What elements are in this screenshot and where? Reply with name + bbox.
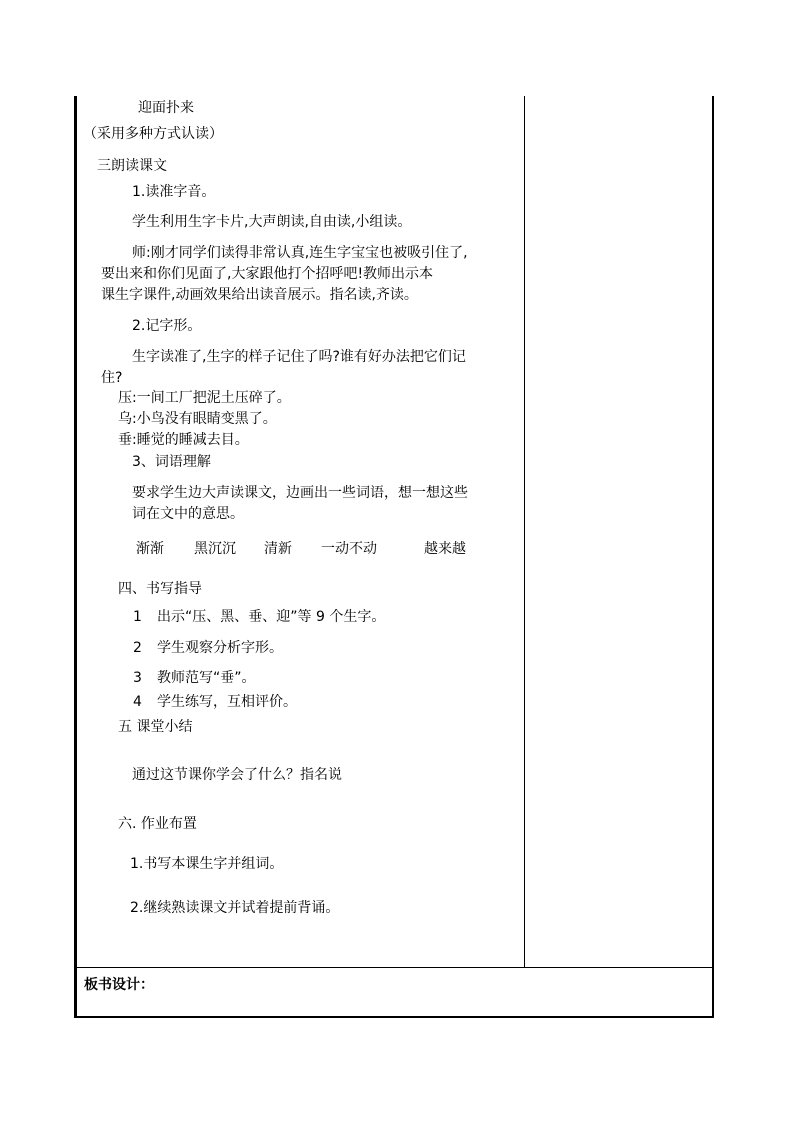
step-3-desc-line-2: 词在文中的意思。 — [132, 506, 244, 522]
list-item: 2.继续熟读课文并试着提前背诵。 — [130, 900, 340, 916]
vocab-word: 越来越 — [424, 541, 466, 557]
read-method-note: （采用多种方式认读） — [83, 126, 223, 142]
step-2-question-line-2: 住? — [101, 370, 123, 386]
mnemonic-chui: 垂:睡觉的睡减去目。 — [118, 432, 249, 448]
list-item-number: 2 — [133, 640, 142, 656]
top-line: 迎面扑来 — [138, 100, 194, 116]
section-6-heading: 六. 作业布置 — [118, 816, 197, 832]
section-5-text: 通过这节课你学会了什么？指名说 — [132, 767, 342, 783]
section-3-step-2: 2.记字形。 — [132, 318, 202, 334]
section-3-heading: 三朗读课文 — [97, 158, 167, 174]
teacher-line-1: 师:刚才同学们读得非常认真,连生字宝宝也被吸引住了, — [132, 245, 468, 261]
row-divider — [74, 967, 714, 968]
table-left-border — [74, 96, 77, 1018]
list-item-number: 1 — [133, 609, 142, 625]
mnemonic-wu: 乌:小鸟没有眼睛变黑了。 — [118, 411, 277, 427]
list-item: 学生练写，互相评价。 — [157, 694, 297, 710]
list-item: 1.书写本课生字并组词。 — [130, 856, 284, 872]
vocab-word: 黑沉沉 — [194, 541, 236, 557]
step-3-desc-line-1: 要求学生边大声读课文，边画出一些词语，想一想这些 — [132, 485, 468, 501]
lesson-plan-table — [74, 96, 714, 1018]
table-bottom-border — [74, 1016, 714, 1018]
vocab-word: 清新 — [264, 541, 292, 557]
table-right-border — [712, 96, 714, 1018]
teacher-line-3: 课生字课件,动画效果给出读音展示。指名读,齐读。 — [101, 287, 418, 303]
mnemonic-ya: 压:一间工厂把泥土压碎了。 — [118, 390, 291, 406]
vocab-word: 一动不动 — [321, 541, 377, 557]
board-design-label: 板书设计： — [84, 977, 154, 993]
column-divider — [524, 96, 525, 968]
teacher-line-2: 要出来和你们见面了,大家跟他打个招呼吧!教师出示本 — [101, 266, 434, 282]
section-5-heading: 五 课堂小结 — [118, 719, 193, 735]
list-item: 学生观察分析字形。 — [157, 640, 283, 656]
step-2-question-line-1: 生字读准了,生字的样子记住了吗?谁有好办法把它们记 — [132, 349, 466, 365]
vocab-word: 渐渐 — [136, 541, 164, 557]
section-4-heading: 四、书写指导 — [118, 581, 202, 597]
list-item-number: 4 — [133, 694, 142, 710]
list-item-number: 3 — [133, 670, 142, 686]
section-3-step-1: 1.读准字音。 — [132, 184, 216, 200]
section-3-step-1-desc: 学生利用生字卡片,大声朗读,自由读,小组读。 — [132, 214, 412, 230]
list-item: 教师范写“垂”。 — [157, 670, 256, 686]
list-item: 出示“压、黑、垂、迎”等 9 个生字。 — [157, 609, 386, 625]
section-3-step-3: 3、词语理解 — [132, 454, 211, 470]
